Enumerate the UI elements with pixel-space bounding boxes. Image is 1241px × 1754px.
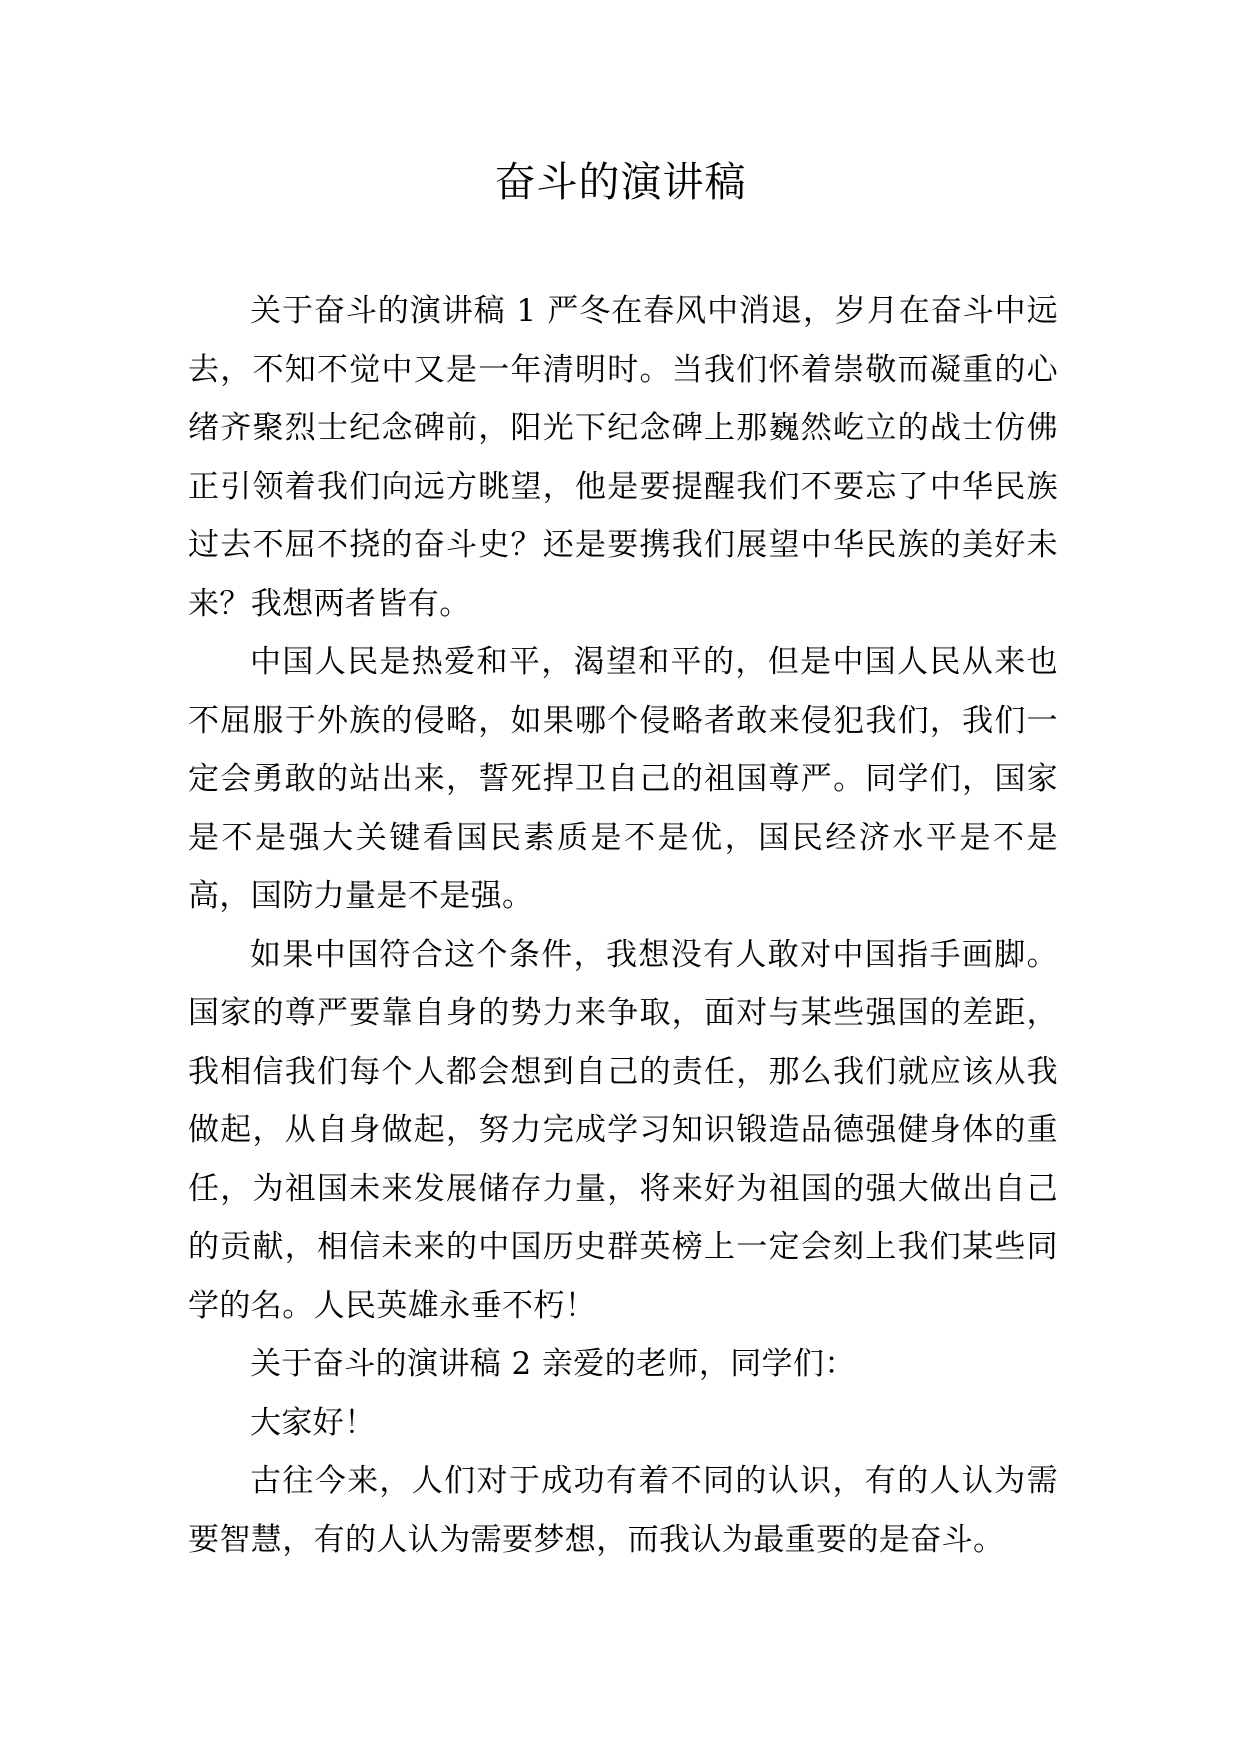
paragraph: 大家好！ (250, 1404, 376, 1441)
document-title: 奋斗的演讲稿 (494, 158, 747, 206)
paragraph: 关于奋斗的演讲稿 1 严冬在春风中消退，岁月在奋斗中远去，不知不觉中又是一年清明时。当我们怀着崇敬而凝重的心绪齐聚烈士纪念碑前，阳光下纪念碑上那巍然屹立的战士仿佛正引领着我们向远方眺望，他是要提醒我们不要忘了中华民族过去不屈不挠的奋斗史？还是要携我们展望中华民族的美好未来？我想两者皆有。 (188, 293, 1058, 622)
paragraph: 关于奋斗的演讲稿 2 亲爱的老师，同学们： (250, 1346, 856, 1382)
document-body (188, 282, 1058, 1569)
paragraph: 中国人民是热爱和平，渴望和平的，但是中国人民从来也不屈服于外族的侵略，如果哪个侵略者敢来侵犯我们，我们一定会勇敢的站出来，誓死捍卫自己的祖国尊严。同学们，国家是不是强大关键看国民素质是不是优，国民经济水平是不是高，国防力量是不是强。 (188, 644, 1058, 914)
paragraph: 如果中国符合这个条件，我想没有人敢对中国指手画脚。国家的尊严要靠自身的势力来争取，面对与某些强国的差距，我相信我们每个人都会想到自己的责任，那么我们就应该从我做起，从自身做起，努力完成学习知识锻造品德强健身体的重任，为祖国未来发展储存力量，将来好为祖国的强大做出自己的贡献，相信未来的中国历史群英榜上一定会刻上我们某些同学的名。人民英雄永垂不朽！ (188, 936, 1058, 1324)
paragraph: 古往今来，人们对于成功有着不同的认识，有的人认为需要智慧，有的人认为需要梦想，而我认为最重要的是奋斗。 (188, 1463, 1058, 1558)
